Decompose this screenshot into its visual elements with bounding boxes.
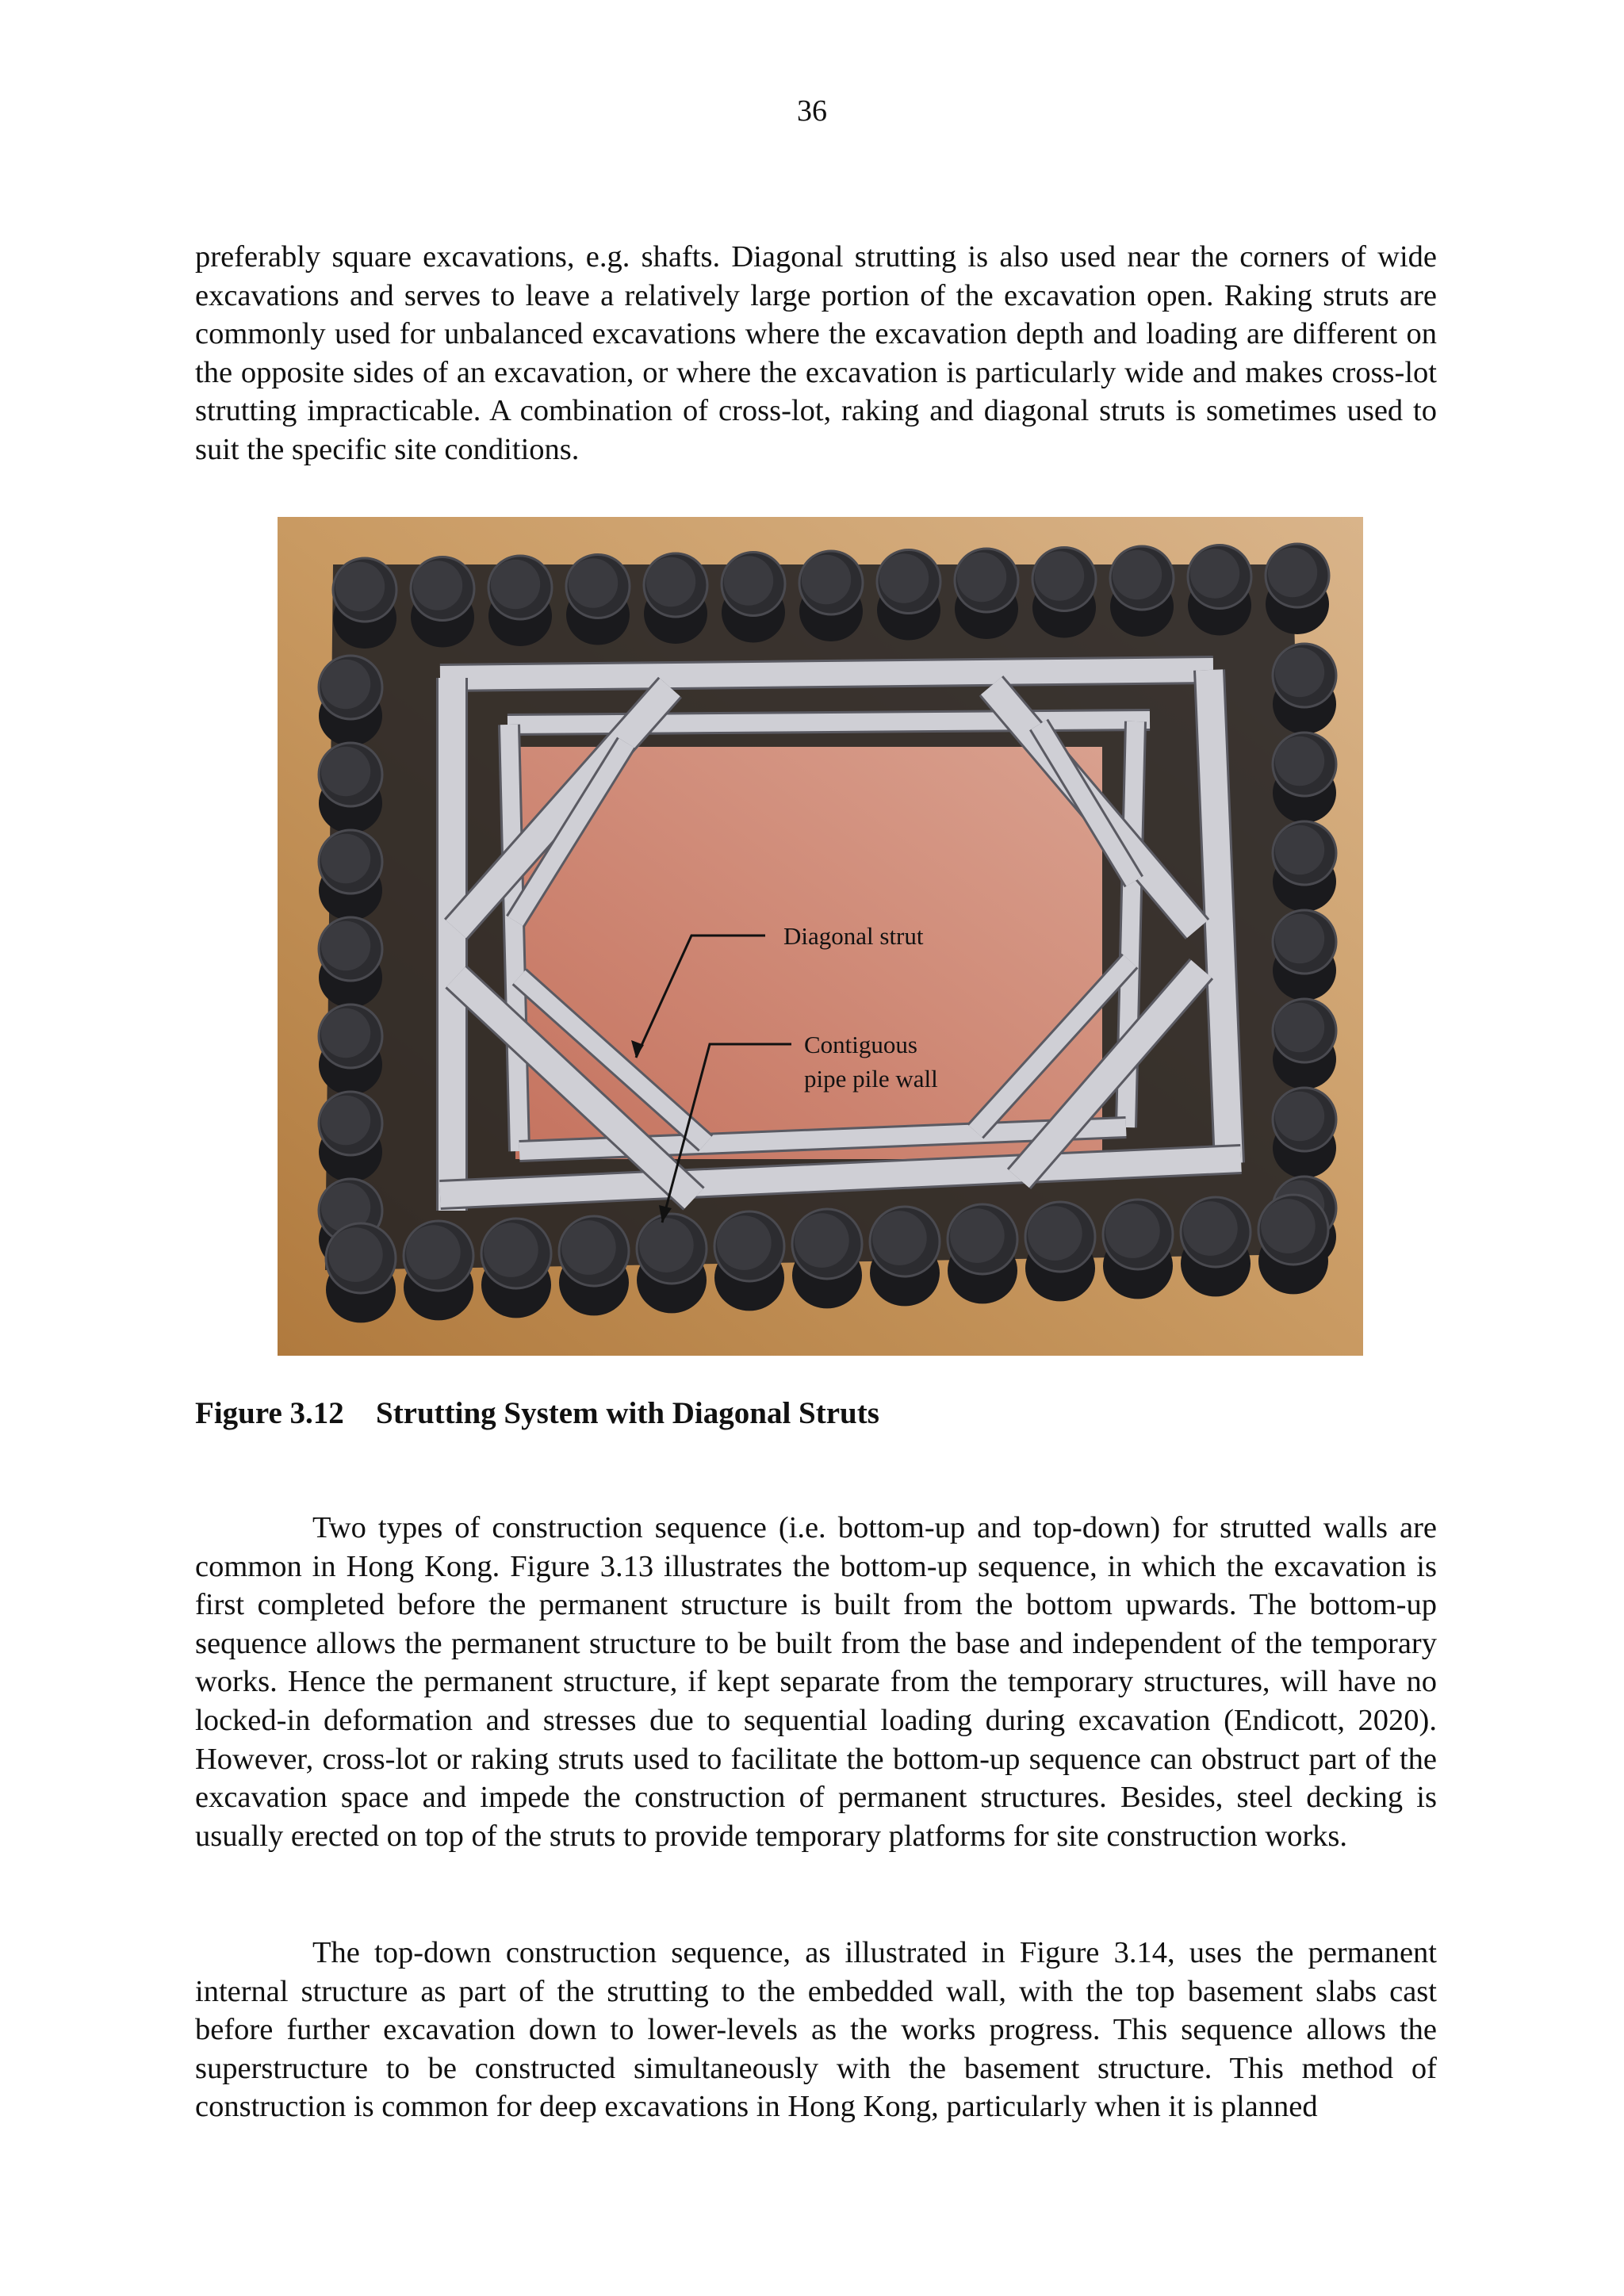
waler-outer-top (440, 670, 1213, 678)
label-diagonal-strut: Diagonal strut (783, 922, 924, 950)
pile-back-3-rim (569, 558, 618, 607)
pile-right-1-rim (1275, 737, 1324, 786)
pile-back-12-rim (1268, 548, 1317, 597)
pile-front-6-rim (795, 1213, 849, 1268)
pile-front-7-rim (872, 1211, 927, 1265)
paragraph-3: The top-down construction sequence, as illustrated in Figure 3.14, uses the permanent internal structure as part of the strutting to the embedded wall, with the top basement slabs cast before further excavation down to lower-levels as the works progress. This sequence allows the superstructure to be constructed simultaneously with the basement structure. This method of construction is common for deep excavations in Hong Kong, particularly when it is planned (195, 1936, 1437, 2124)
label-wall-line1: Contiguous (804, 1031, 917, 1058)
pile-left-4-rim (321, 1008, 370, 1058)
pile-left-5-rim (321, 1096, 370, 1145)
pile-back-7-rim (879, 553, 929, 603)
caption-number: Figure 3.12 (195, 1396, 344, 1430)
pile-front-11-rim (1183, 1201, 1238, 1256)
pile-right-5-rim (1275, 1092, 1324, 1141)
pile-front-8-rim (950, 1208, 1005, 1263)
waler-inner-left (509, 725, 519, 1151)
caption-title: Strutting System with Diagonal Struts (376, 1396, 879, 1430)
pile-back-6-rim (802, 555, 851, 604)
pile-left-0-rim (321, 660, 370, 709)
pile-back-11-rim (1190, 549, 1239, 598)
pile-back-5-rim (724, 556, 773, 605)
pile-right-3-rim (1275, 914, 1324, 963)
figure-strutting-diagram (278, 517, 1363, 1356)
pile-left-2-rim (321, 834, 370, 883)
pile-front-4-rim (639, 1218, 694, 1272)
pile-back-1-rim (413, 561, 462, 610)
waler-inner-top (508, 720, 1150, 725)
page-number: 36 (797, 94, 827, 128)
pile-front-5-rim (717, 1215, 772, 1270)
paragraph-2: Two types of construction sequence (i.e. bottom-up and top-down) for strutted walls are common in Hong Kong. Figure 3.13 illustrates the bottom-up sequence, in which the excavation is first completed before the permanent structure is built from the bottom upwards. The bottom-up sequence allows the permanent structure to be built from the base and independent of the temporary works. Hence the permanent structure, if kept separate from the temporary structures, will have no locked-in deformation and stresses due to sequential loading during excavation (Endicott, 2020). However, cross-lot or raking struts used to facilitate the bottom-up sequence can obstruct part of the excavation space and impede the construction of permanent structures. Besides, steel decking is usually erected on top of the struts to provide temporary platforms for site construction works. (195, 1511, 1437, 1853)
figure-caption (195, 1395, 879, 1431)
pile-back-9-rim (1035, 551, 1084, 600)
pile-back-2-rim (491, 560, 540, 609)
pile-right-2-rim (1275, 825, 1324, 874)
label-wall-line2: pipe pile wall (804, 1065, 938, 1093)
pile-front-0-rim (328, 1227, 383, 1282)
pile-back-0-rim (335, 562, 385, 611)
pile-right-0-rim (1275, 648, 1324, 697)
pile-back-4-rim (646, 557, 695, 607)
pile-back-8-rim (957, 553, 1006, 602)
pile-front-3-rim (561, 1220, 616, 1275)
pile-back-10-rim (1113, 550, 1162, 599)
pile-left-3-rim (321, 921, 370, 970)
pile-front-12-rim (1261, 1199, 1316, 1253)
pile-front-10-rim (1105, 1203, 1160, 1258)
pile-front-1-rim (406, 1225, 461, 1280)
pile-front-2-rim (484, 1223, 538, 1277)
pile-front-9-rim (1028, 1206, 1082, 1261)
pile-right-4-rim (1275, 1003, 1324, 1052)
paragraph-1: preferably square excavations, e.g. shafts. Diagonal strutting is also used near the corners of wide excavations and serves to leave a relatively large portion of the excavation open. Raking struts are commonly used for unbalanced excavations where the excavation depth and loading are different on the opposite sides of an excavation, or where the excavation is particularly wide and makes cross-lot strutting impracticable. A combination of cross-lot, raking and diagonal struts is sometimes used to suit the specific site conditions. (195, 240, 1437, 466)
pile-left-1-rim (321, 747, 370, 796)
